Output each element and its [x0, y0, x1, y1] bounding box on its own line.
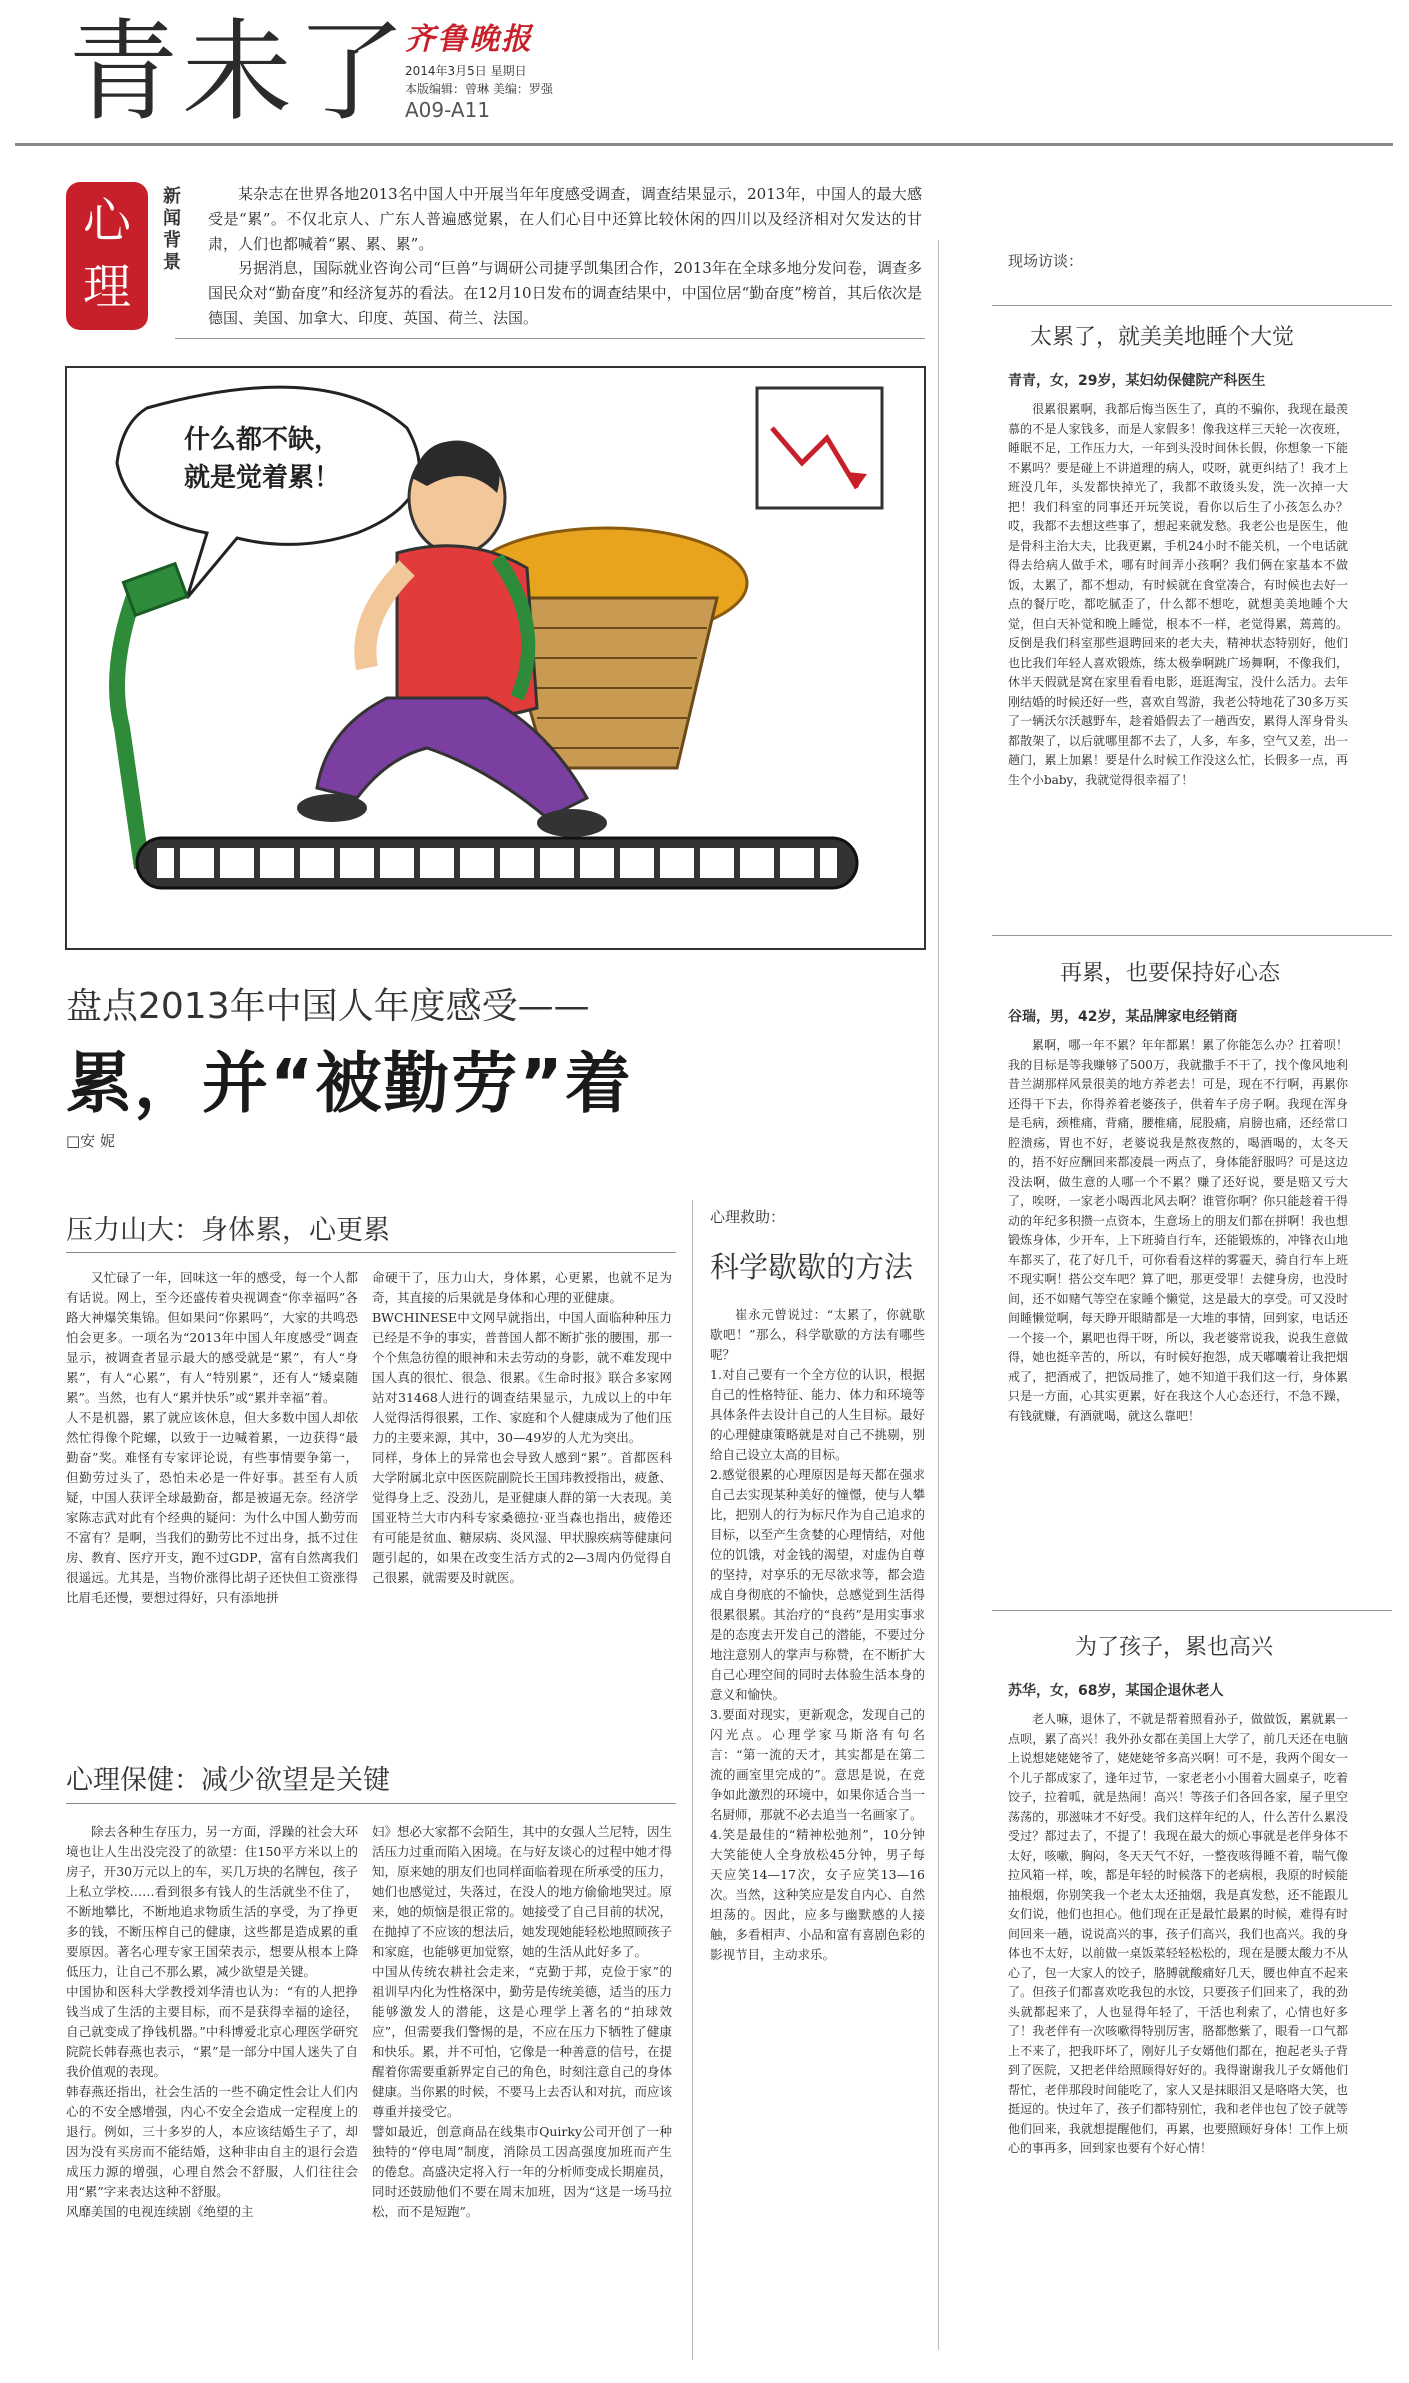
- section1-column-1: 又忙碌了一年，回味这一年的感受，每一个人都有话说。网上，至今还盛传着央视调查“你幸福吗”各路大神爆笑集锦。但如果问“你累吗”，大家的共鸣恐怕会更多。一项名为“2013年中国人年度感受”调查显示，被调查者显示最大的感受就是“累”，有人“身累”，有人“心累”，有人“特别累”，还有人“矮桌随累”。当然，也有人“累并快乐”或“累并幸福”着。 人不是机器，累了就应该休息，但大多数中国人却依然忙得像个陀螺，以致于一边喊着累，一边获得“最勤奋”奖。难怪有专家评论说，有些事情要争第一，但勤劳过头了，恐怕未必是一件好事。甚至有人质疑，中国人获评全球最勤奋，都是被逼无奈。经济学家陈志武对此有个经典的疑问：为什么中国人勤劳而不富有？是啊，当我们的勤劳比不过出身，抵不过住房、教育、医疗开支，跑不过GDP，富有自然离我们很遥远。尤其是，当物价涨得比胡子还快但工资涨得比眉毛还慢，要想过得好，只有添地拼: [66, 1270, 358, 1605]
- interview-1-top-rule: [992, 305, 1392, 306]
- badge-char-1: 心: [82, 193, 131, 249]
- news-background-para-2: 另据消息，国际就业咨询公司“巨兽”与调研公司捷孚凯集团合作，2013年在全球多地分发问卷，调查多国民众对“勤奋度”和经济复苏的看法。在12月10日发布的调查结果中，中国位居“勤奋度”榜首，其后依次是德国、美国、加拿大、印度、英国、荷兰、法国。: [208, 259, 922, 327]
- rescue-title: 科学歇歇的方法: [710, 1250, 914, 1284]
- interview-3-person: 苏华，女，68岁，某国企退休老人: [1008, 1683, 1224, 1699]
- interview-1-person: 青青，女，29岁，某妇幼保健院产科医生: [1008, 373, 1266, 389]
- issue-date: 2014年3月5日 星期日: [405, 64, 527, 78]
- psychology-badge: [66, 182, 148, 330]
- interview-3-top-rule: [992, 1610, 1392, 1611]
- interview-2-top-rule: [992, 935, 1392, 936]
- section-title: 青未了: [68, 8, 410, 136]
- rescue-divider: [692, 1200, 693, 2360]
- news-background-para-1: 某杂志在世界各地2013名中国人中开展当年年度感受调查，调查结果显示，2013年，中国人的最大感受是“累”。不仅北京人、广东人普遍感觉累，在人们心目中还算比较休闲的四川以及经济相对欠发达的甘肃，人们也都喊着“累、累、累”。: [208, 185, 922, 253]
- cartoon-speech-text: 什么都不缺，: [183, 425, 341, 455]
- interview-1-body: 很累很累啊，我都后悔当医生了，真的不骗你，我现在最羡慕的不是人家钱多，而是人家假多！像我这样三天轮一次夜班，睡眠不足，工作压力大，一年到头没时间休长假，你想象一下能不累吗？要是碰上不讲道理的病人，哎呀，就更纠结了！我才上班没几年，头发都快掉光了，我都不敢烫头发，洗一次掉一大把！我们科室的同事还开玩笑说，看你以后生了小孩怎么办？哎，我都不去想这些事了，想起来就发愁。我老公也是医生，他是骨科主治大夫，比我更累，手机24小时不能关机，一个电话就得去给病人做手术，哪有时间弄小孩啊？我们俩在家基本不做饭，太累了，都不想动，有时候就在食堂凑合，有时候也去好一点的餐厅吃，都吃腻歪了，什么都不想吃，就想美美地睡个大觉，但白天补觉和晚上睡觉，根本不一样，老觉得累，蔫蔫的。反倒是我们科室那些退聘回来的老大夫，精神状态特别好，他们也比我们年轻人喜欢锻炼，练太极拳啊跳广场舞啊，不像我们，休半天假就是窝在家里看看电影，逛逛淘宝，没什么活力。去年刚结婚的时候还好一些，喜欢自驾游，我老公特地花了30多万买了一辆沃尔沃越野车，趁着婚假去了一趟西安，累得人浑身骨头都散架了，以后就哪里都不去了，人多，车多，空气又差，出一趟门，累上加累！要是什么时候工作没这么忙，长假多一点，再生个小baby，我就觉得很幸福了！: [1008, 402, 1348, 787]
- interviews-label: 现场访谈：: [1008, 252, 1084, 270]
- section2-title: 心理保健：减少欲望是关键: [66, 1765, 390, 1796]
- interview-2-body: 累啊，哪一年不累？年年都累！累了你能怎么办？扛着呗！我的目标是等我赚够了500万，我就撒手不干了，找个像风地利昔兰湖那样风景很美的地方养老去！可是，现在不行啊，再累你还得干下去，你得养着老婆孩子，供着车子房子啊。我现在浑身是毛病，颈椎痛，背痛，腰椎痛，屁股痛，肩膀也痛，还经常口腔溃疡，胃也不好，老婆说我是熬夜熬的，喝酒喝的，太冬天的，捂不好应酬回来都凌晨一两点了，身体能舒服吗？可是这边没法啊，做生意的人哪一个不累？赚了还好说，要是赔又亏大了，唉呀，一家老小喝西北风去啊？谁管你啊？你只能趁着干得动的年纪多积攒一点资本，生意场上的朋友们都在拼啊！我也想锻炼身体，少开车，上下班骑自行车，还能锻炼的，冲锋衣山地车都买了，花了好几千，可你看看这样的雾霾天，骑自行车上班不现实啊！搭公交车吧？算了吧，那更受罪！去健身房，也没时间，还不如赌气等空在家睡个懒觉，这是最大的享受。可又没时间睡懒觉啊，每天睁开眼睛都是一大堆的事情，回到家，电话还一个接一个，累吧也得干呀，所以，我老婆常说我，说我生意做得，她也挺辛苦的，所以，有时候好抱怨，成天嘟囔着让我把烟戒了，把酒戒了，把饭局推了，她不知道干我们这一行，身体累只是一方面，心其实更累，好在我这个人心态还行，不急不躁，有钱就赚，有酒就喝，就这么靠吧！: [1008, 1038, 1348, 1423]
- section1-column-2: 命硬干了，压力山大，身体累，心更累，也就不足为奇，其直接的后果就是身体和心理的亚健康。 BWCHINESE中文网早就指出，中国人面临种种压力已经是不争的事实，普普国人都不断扩张的腰围，那一个个焦急彷徨的眼神和未去劳动的身影，就不难发现中国人真的很忙、很急、很累。《生命时报》联合多家网站对31468人进行的调查结果显示，九成以上的中年人觉得活得很累，工作、家庭和个人健康成为了他们压力的主要来源，其中，30—49岁的人尤为突出。 同样，身体上的异常也会导致人感到“累”。首都医科大学附属北京中医医院副院长王国玮教授指出，疲惫、觉得身上乏、没劲儿，是亚健康人群的第一大表现。美国亚特兰大市内科专家桑德拉·亚当森也指出，疲倦还有可能是贫血、糖尿病、炎风湿、甲状腺疾病等健康问题引起的，如果在改变生活方式的2—3周内仍觉得自己很累，就需要及时就医。: [372, 1270, 673, 1585]
- section2-title-rule: [66, 1803, 676, 1804]
- column-divider: [938, 240, 939, 2350]
- rescue-body: 崔永元曾说过：“太累了，你就歇歇吧！”那么，科学歇歇的方法有哪些呢？ 1.对自己要有一个全方位的认识，根据自己的性格特征、能力、体力和环境等具体条件去设计自己的人生目标。最好的心理健康策略就是对自己不挑剔，别给自己设立太高的目标。 2.感觉很累的心理原因是每天都在强求自己去实现某种美好的憧憬，使与人攀比，把别人的行为标尺作为自己追求的目标，以至产生贪婪的心理情结，对他位的饥饿，对金钱的渴望，对虚伪自尊的坚持，对享乐的无尽欲求等，都会造成自身彻底的不愉快，总感觉到生活得很累很累。其治疗的“良药”是用实事求是的态度去开发自己的潜能，不要过分地注意别人的掌声与称赞，在不断扩大自己心理空间的同时去体验生活本身的意义和愉快。 3.要面对现实，更新观念，发现自己的闪光点。心理学家马斯洛有句名言：“第一流的天才，其实都是在第二流的画室里完成的”。意思是说，在竞争如此激烈的环境中，如果你适合当一名厨师，那就不必去追当一名画家了。 4.笑是最佳的“精神松弛剂”，10分钟大笑能使人全身放松45分钟，男子每天应笑14—17次，女子应笑13—16次。当然，这种笑应是发自内心、自然坦荡的。因此，应多与幽默感的人接触，多看相声、小品和富有喜剧色彩的影视节目，主动求乐。: [710, 1307, 925, 1962]
- badge-char-2: 理: [82, 259, 131, 315]
- cartoon-illustration: [67, 368, 924, 948]
- page-editors: 本版编辑：曾琳 美编：罗强: [405, 82, 553, 96]
- section1-title: 压力山大：身体累，心更累: [66, 1215, 390, 1246]
- interview-2-title: 再累，也要保持好心态: [1060, 961, 1281, 986]
- section1-title-rule: [66, 1252, 676, 1253]
- section2-column-2: 妇》想必大家都不会陌生，其中的女强人兰尼特，因生活压力过重而陷入困境。在与好友谈心的过程中她才得知，原来她的朋友们也同样面临着现在所承受的压力，她们也感觉过，失落过，在没人的地方偷偷地哭过。原来，她的烦恼是很正常的。她接受了自己目前的状况，在抛掉了不应该的想法后，她发现她能轻松地照顾孩子和家庭，也能够更加觉察，她的生活从此好多了。 中国从传统农耕社会走来，“克勤于邦，克俭于家”的祖训早内化为性格深中，勤劳是传统美德，适当的压力能够激发人的潜能，这是心理学上著名的“拍球效应”，但需要我们警惕的是，不应在压力下牺牲了健康和快乐。累，并不可怕，它像是一种善意的信号，在提醒着你需要重新界定自己的角色，时刻注意自己的身体健康。当你累的时候，不要马上去否认和对抗，而应该尊重并接受它。 譬如最近，创意商品在线集市Quirky公司开创了一种独特的“停电周”制度，消除员工因高强度加班而产生的倦怠。高盛决定将入行一年的分析师变成长期雇员，同时还鼓励他们不要在周末加班，因为“这是一场马拉松，而不是短跑”。: [372, 1824, 673, 2219]
- news-background-label: 新闻背景: [163, 186, 181, 273]
- header-rule: [15, 143, 1393, 146]
- rescue-label: 心理救助：: [710, 1208, 786, 1226]
- article-headline: 累，并“被勤劳”着: [66, 1045, 633, 1122]
- article-byline: □安 妮: [66, 1132, 115, 1150]
- treadmill-console: [123, 564, 187, 616]
- page-range: A09-A11: [405, 98, 491, 122]
- news-background-bottom-rule: [175, 338, 925, 339]
- svg-text:就是觉着累！: 就是觉着累！: [183, 463, 341, 493]
- interview-2-person: 谷瑞，男，42岁，某品牌家电经销商: [1008, 1009, 1238, 1025]
- article-kicker: 盘点2013年中国人年度感受——: [66, 986, 590, 1027]
- treadmill-post: [117, 588, 142, 868]
- interview-1-title: 太累了，就美美地睡个大觉: [1030, 325, 1295, 350]
- cartoon-frame: [65, 366, 926, 950]
- interview-3-title: 为了孩子，累也高兴: [1075, 1635, 1274, 1660]
- interview-3-body: 老人嘛，退休了，不就是帮着照看孙子，做做饭，累就累一点呗，累了高兴！我外孙女都在美国上大学了，前几天还在电脑上说想姥姥姥爷了，姥姥姥爷多高兴啊！可不是，我两个闺女一个儿子都成家了，逢年过节，一家老老小小围着大圆桌子，吃着饺子，拉着呱，就是热闹！高兴！等孩子们各回各家，屋子里空荡荡的，那滋味才不好受。我们这样年纪的人，什么苦什么累没受过？都过去了，不提了！我现在最大的烦心事就是老伴身体不太好，咳嗽，胸闷，冬天天气不好，一整夜咳得睡不着，喘气像拉风箱一样，唉，都是年轻的时候落下的老病根，我原的时候能抽根烟，你别笑我一个老太太还抽烟，我是真发愁，还不能跟儿女们说，他们也担心。他们现在正是最忙最累的时候，难得有时间回来一趟，说说高兴的事，孩子们高兴，我们也高兴。我的身体也不太好，以前做一桌饭菜轻轻松松的，现在是腰太酸力不从心了，包一大家人的饺子，胳膊就酸痛好几天，腰也伸直不起来了。但孩子们都喜欢吃我包的水饺，只要孩子们回来了，我的劲头就都起来了，人也显得年轻了，干活也利索了，心情也好多了！我老伴有一次咳嗽得特别厉害，胳都憋紫了，眼看一口气都上不来了，把我吓坏了，刚好儿子女婿他们都在，抱起老头子背到了医院，又把老伴给照顾得好好的。我得谢谢我儿子女婿他们帮忙，老伴那段时间能吃了，家人又是抹眼泪又是咯咯大笑，也挺逗的。快过年了，孩子们都特别忙，我和老伴也包了饺子就等他们回来，我就想提醒他们，再累，也要照顾好身体！工作上烦心的事再多，回到家也要有个好心情！: [1008, 1712, 1348, 2155]
- section2-column-1: 除去各种生存压力，另一方面，浮躁的社会大环境也让人生出没完没了的欲望：住150平方米以上的房子，开30万元以上的车，买几万块的名牌包，孩子上私立学校……看到很多有钱人的生活就坐不住了，不断地攀比，不断地追求物质生活的享受，为了挣更多的钱，不断压榨自己的健康，这些都是造成累的重要原因。著名心理专家王国荣表示，想要从根本上降低压力，让自己不那么累，减少欲望是关键。 中国协和医科大学教授刘华清也认为：“有的人把挣钱当成了生活的主要目标，而不是获得幸福的途径，自己就变成了挣钱机器。”中科博爱北京心理医学研究院院长韩春燕也表示，“累”是一部分中国人迷失了自我价值观的表现。 韩春燕还指出，社会生活的一些不确定性会让人们内心的不安全感增强，内心不安全会造成一定程度上的退行。例如，三十多岁的人，本应该结婚生子了，却因为没有买房而不能结婚，这种非由自主的退行会造成压力源的增强，心理自然会不舒服，人们往往会用“累”字来表达这种不舒服。 风靡美国的电视连续剧《绝望的主: [66, 1824, 358, 2219]
- newspaper-logo: 齐鲁晚报: [405, 22, 533, 57]
